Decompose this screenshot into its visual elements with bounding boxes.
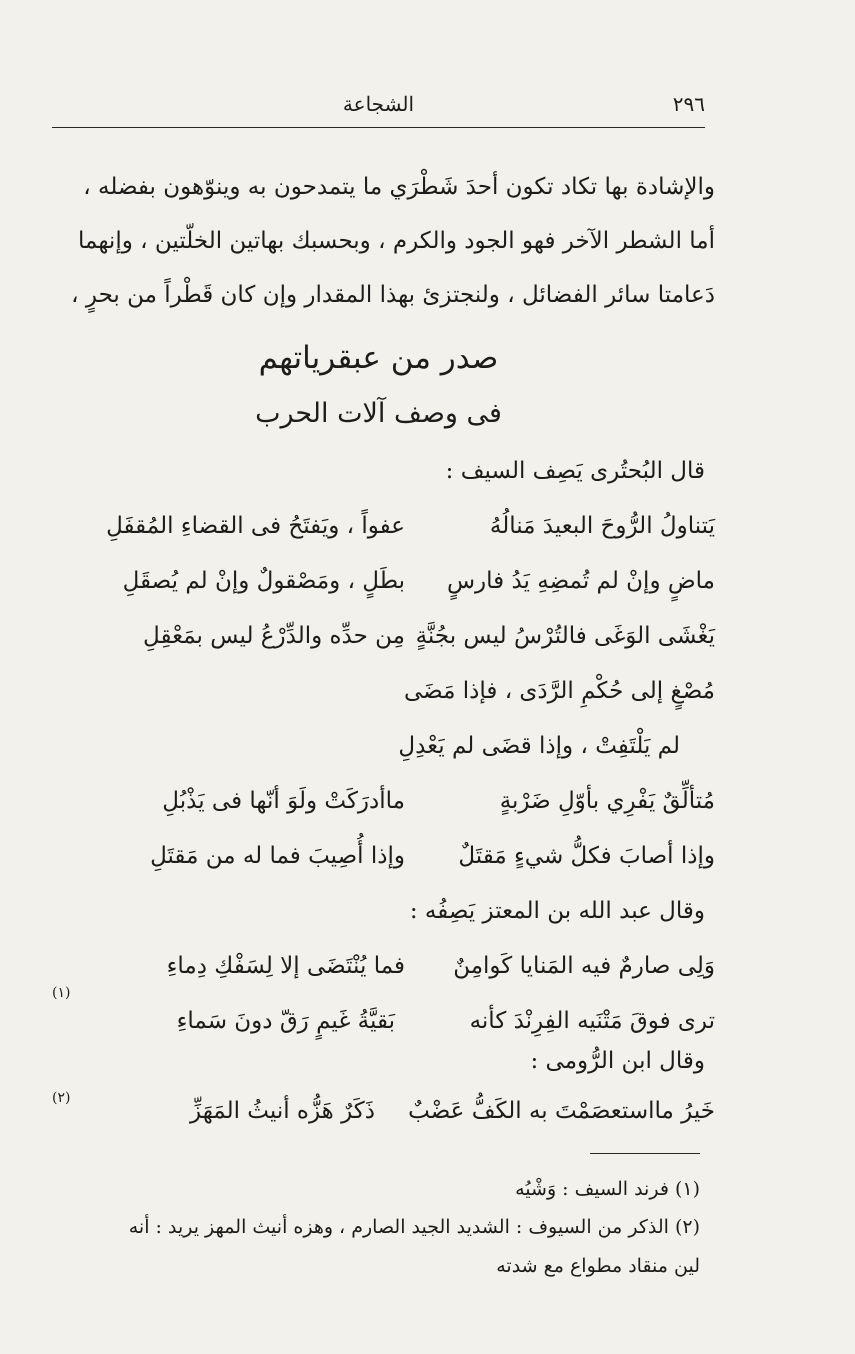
- footnote: (١) فرند السيف : وَشْيُه: [515, 1178, 700, 1200]
- poem-intro: وقال عبد الله بن المعتز يَصِفُه :: [409, 898, 705, 924]
- verse-second-hemistich: بَقيَّةُ غَيمٍ رَقّ دونَ سَماءِ: [176, 1008, 395, 1034]
- footnote-marker: (١): [52, 985, 71, 1001]
- verse-second-hemistich: وإذا أُصِيبَ فما له من مَقتَلِ: [150, 843, 405, 869]
- verse-first-hemistich: وَلِى صارمٌ فيه المَنايا كَوامِنٌ: [453, 953, 715, 979]
- footnote-rule: [590, 1153, 700, 1154]
- footnote-continuation: لين منقاد مطواع مع شدته: [496, 1255, 700, 1277]
- verse-first-hemistich: يَتناولُ الرُّوحَ البعيدَ مَنالُهُ: [489, 513, 715, 539]
- poem-intro: وقال ابن الرُّومى :: [530, 1048, 705, 1074]
- verse-first-hemistich: مُتألِّقٌ يَفْرِي بأوّلِ ضَرْبةٍ: [499, 788, 715, 814]
- verse-second-hemistich: ماأدرَكَتْ ولَوَ أنّها فى يَذْبُلِ: [162, 788, 405, 814]
- poem-intro: قال البُحتُرى يَصِف السيف :: [445, 458, 705, 484]
- verse-first-hemistich: وإذا أصابَ فكلُّ شيءٍ مَقتَلٌ: [458, 843, 715, 869]
- verse-second-hemistich: عفواً ، ويَفتَحُ فى القضاءِ المُقفَلِ: [106, 513, 405, 539]
- verse-first-hemistich: مُصْغٍ إلى حُكْمِ الرَّدَى ، فإذا مَضَى: [404, 678, 715, 704]
- verse-first-hemistich: ماضٍ وإنْ لم تُمضِهِ يَدُ فارسٍ: [446, 568, 715, 594]
- verse-first-hemistich: ترى فوقَ مَتْنَيه الفِرِنْدَ كأنه: [469, 1008, 715, 1034]
- running-title: الشجاعة: [342, 92, 415, 116]
- section-title: صدر من عبقرياتهم: [258, 340, 499, 376]
- verse-first-hemistich: خَيرُ مااستعصَمْتَ به الكَفُّ عَضْبٌ: [408, 1098, 715, 1124]
- footnote: (٢) الذكر من السيوف : الشديد الجيد الصارم ، وهزه أنيث المهز يريد : أنه: [128, 1216, 700, 1238]
- section-subtitle: فى وصف آلات الحرب: [255, 398, 502, 429]
- header-rule: [52, 127, 705, 128]
- intro-paragraph: [52, 160, 715, 322]
- paragraph-line: أما الشطر الآخر فهو الجود والكرم ، وبحسبك بهاتين الخلّتين ، وإنهما: [78, 228, 715, 254]
- verse-second-hemistich: ذَكَرٌ هَزُّه أنيثُ المَهَزِّ: [190, 1098, 375, 1124]
- paragraph-line: دَعامتا سائر الفضائل ، ولنجتزئ بهذا المقدار وإن كان قَطْراً من بحرٍ ،: [71, 282, 715, 308]
- page-header: [52, 92, 705, 128]
- verse-second-hemistich: فما يُنْتَضَى إلا لِسَفْكِ دِماءِ: [166, 953, 405, 979]
- verse-first-hemistich: يَغْشَى الوَغَى فالتُرْسُ ليس بجُنَّةٍ: [415, 623, 715, 649]
- verse-second-hemistich: بطَلٍ ، ومَصْقولٌ وإنْ لم يُصقَلِ: [122, 568, 405, 594]
- verse-second-hemistich: مِن حدِّه والدِّرْعُ ليس بمَعْقِلِ: [143, 623, 405, 649]
- verse-first-hemistich: لم يَلْتَفِتْ ، وإذا قضَى لم يَعْدِلِ: [398, 733, 680, 759]
- footnote-marker: (٢): [52, 1090, 71, 1106]
- paragraph-line: والإشادة بها تكاد تكون أحدَ شَطْرَي ما يتمدحون به وينوّهون بفضله ،: [83, 174, 715, 200]
- page-number: ٢٩٦: [672, 92, 705, 116]
